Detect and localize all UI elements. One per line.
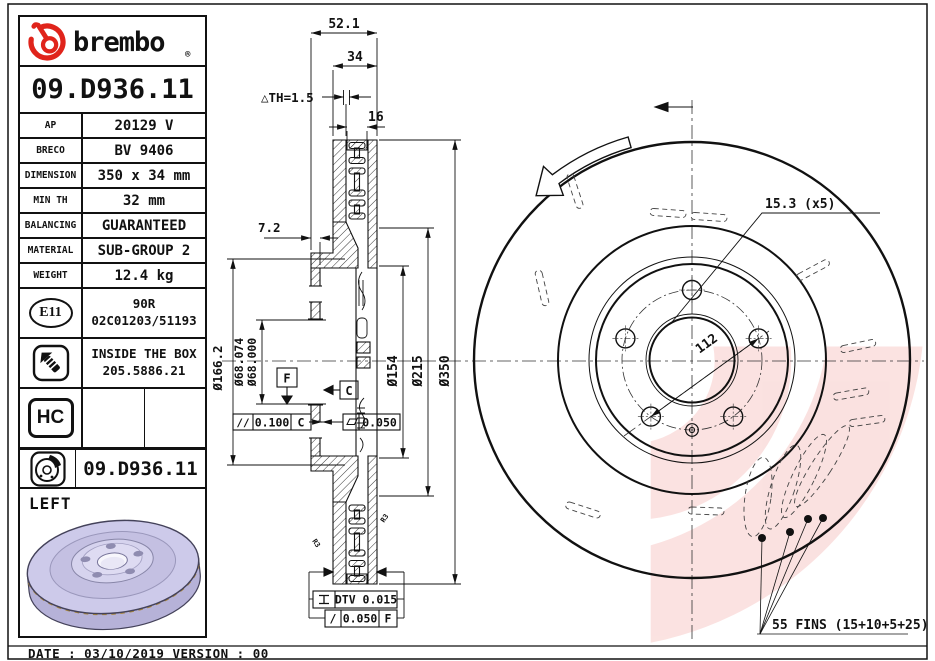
hc-empty-cell <box>83 389 205 447</box>
dim-vane-width: 16 <box>368 110 384 125</box>
spec-value: 12.4 kg <box>114 267 174 284</box>
dtv-value: DTV 0.015 <box>334 592 398 607</box>
disc-caliper-icon <box>20 450 76 487</box>
homologation-row <box>20 289 205 339</box>
dim-r3-right: R3 <box>379 512 391 525</box>
info-panel <box>18 15 207 638</box>
side-label: LEFT <box>29 494 72 513</box>
dim-d215: Ø215 <box>411 355 426 387</box>
brembo-logo <box>25 20 200 62</box>
part-number-row-2 <box>20 449 205 489</box>
inside-box-line2: 205.5886.21 <box>102 363 186 378</box>
spec-label: BALANCING <box>20 214 83 237</box>
dim-offset: 7.2 <box>258 220 281 235</box>
dim-d68-min: Ø68.000 <box>245 337 259 387</box>
part-number-text: 09.D936.11 <box>31 74 194 105</box>
part-number <box>20 67 205 114</box>
parallelism-symbol: // <box>236 416 250 430</box>
dim-r3-left: R3 <box>310 537 322 550</box>
parallelism-value: 0.100 <box>254 415 290 430</box>
dim-pcd: 112 <box>693 331 721 358</box>
hc-row <box>20 389 205 449</box>
brembo-watermark <box>293 0 877 602</box>
direction-arrow-icon <box>655 103 668 112</box>
rotation-arrow <box>536 137 631 196</box>
spec-value: GUARANTEED <box>101 217 187 234</box>
e11-badge: E11 <box>29 298 73 328</box>
spec-row-material <box>20 239 205 264</box>
runout-value: 0.050 <box>342 611 378 626</box>
spec-row-ap <box>20 114 205 139</box>
screw-icon <box>20 339 83 387</box>
homologation-line1: 90R <box>132 296 156 312</box>
spec-value: 32 mm <box>122 192 166 209</box>
runout-datum: F <box>384 611 392 626</box>
spec-label: MATERIAL <box>20 239 83 262</box>
brand-wordmark: brembo <box>73 27 165 58</box>
spec-label: MIN TH <box>20 189 83 212</box>
brembo-emblem-icon <box>31 25 63 58</box>
spec-row-breco <box>20 139 205 164</box>
side-preview-box <box>20 489 205 636</box>
spec-label: AP <box>20 114 83 137</box>
dim-bolt-hole: 15.3 (x5) <box>765 197 836 212</box>
spec-row-balancing <box>20 214 205 239</box>
e11-mark <box>20 289 83 337</box>
flatness-value: 0.050 <box>362 415 397 430</box>
homologation-line2: 02C01203/51193 <box>91 313 197 328</box>
spec-value: 20129 V <box>114 117 174 134</box>
dim-d68-max: Ø68.074 <box>232 337 246 387</box>
part-number-2-text: 09.D936.11 <box>83 457 198 480</box>
dim-d166: Ø166.2 <box>210 345 225 391</box>
spec-row-weight <box>20 264 205 289</box>
runout-symbol: / <box>329 611 337 626</box>
parallelism-datum: C <box>297 415 305 430</box>
spec-label: BRECO <box>20 139 83 162</box>
spec-value: SUB-GROUP 2 <box>97 242 191 259</box>
spec-row-dimension <box>20 164 205 189</box>
spec-value: 350 x 34 mm <box>97 167 191 184</box>
registered-mark: ® <box>185 50 191 60</box>
footer-date: DATE : 03/10/2019 VERSION : 00 <box>28 646 269 661</box>
spec-label: WEIGHT <box>20 264 83 287</box>
inside-box-line1: INSIDE THE BOX <box>91 346 197 362</box>
dim-d154: Ø154 <box>386 355 401 387</box>
dim-d350: Ø350 <box>438 355 453 387</box>
dim-overall-width: 52.1 <box>328 17 360 32</box>
homologation-value <box>83 296 205 330</box>
dim-thickness: 34 <box>347 50 363 65</box>
spec-label: DIMENSION <box>20 164 83 187</box>
inside-box-value <box>83 346 205 380</box>
datum-f-label: F <box>283 371 291 386</box>
cross-section-view <box>308 140 377 584</box>
hc-cell-divider <box>83 389 145 447</box>
spec-row-min-th <box>20 189 205 214</box>
datum-c-label: C <box>345 384 353 398</box>
dim-th-delta: △TH=1.5 <box>261 90 314 105</box>
hc-badge-text: HC <box>28 398 74 438</box>
brand-header <box>20 17 205 67</box>
fins-label: 55 FINS (15+10+5+25) <box>772 618 929 633</box>
spec-value: BV 9406 <box>114 142 174 159</box>
hc-icon <box>20 389 83 447</box>
inside-box-row <box>20 339 205 389</box>
